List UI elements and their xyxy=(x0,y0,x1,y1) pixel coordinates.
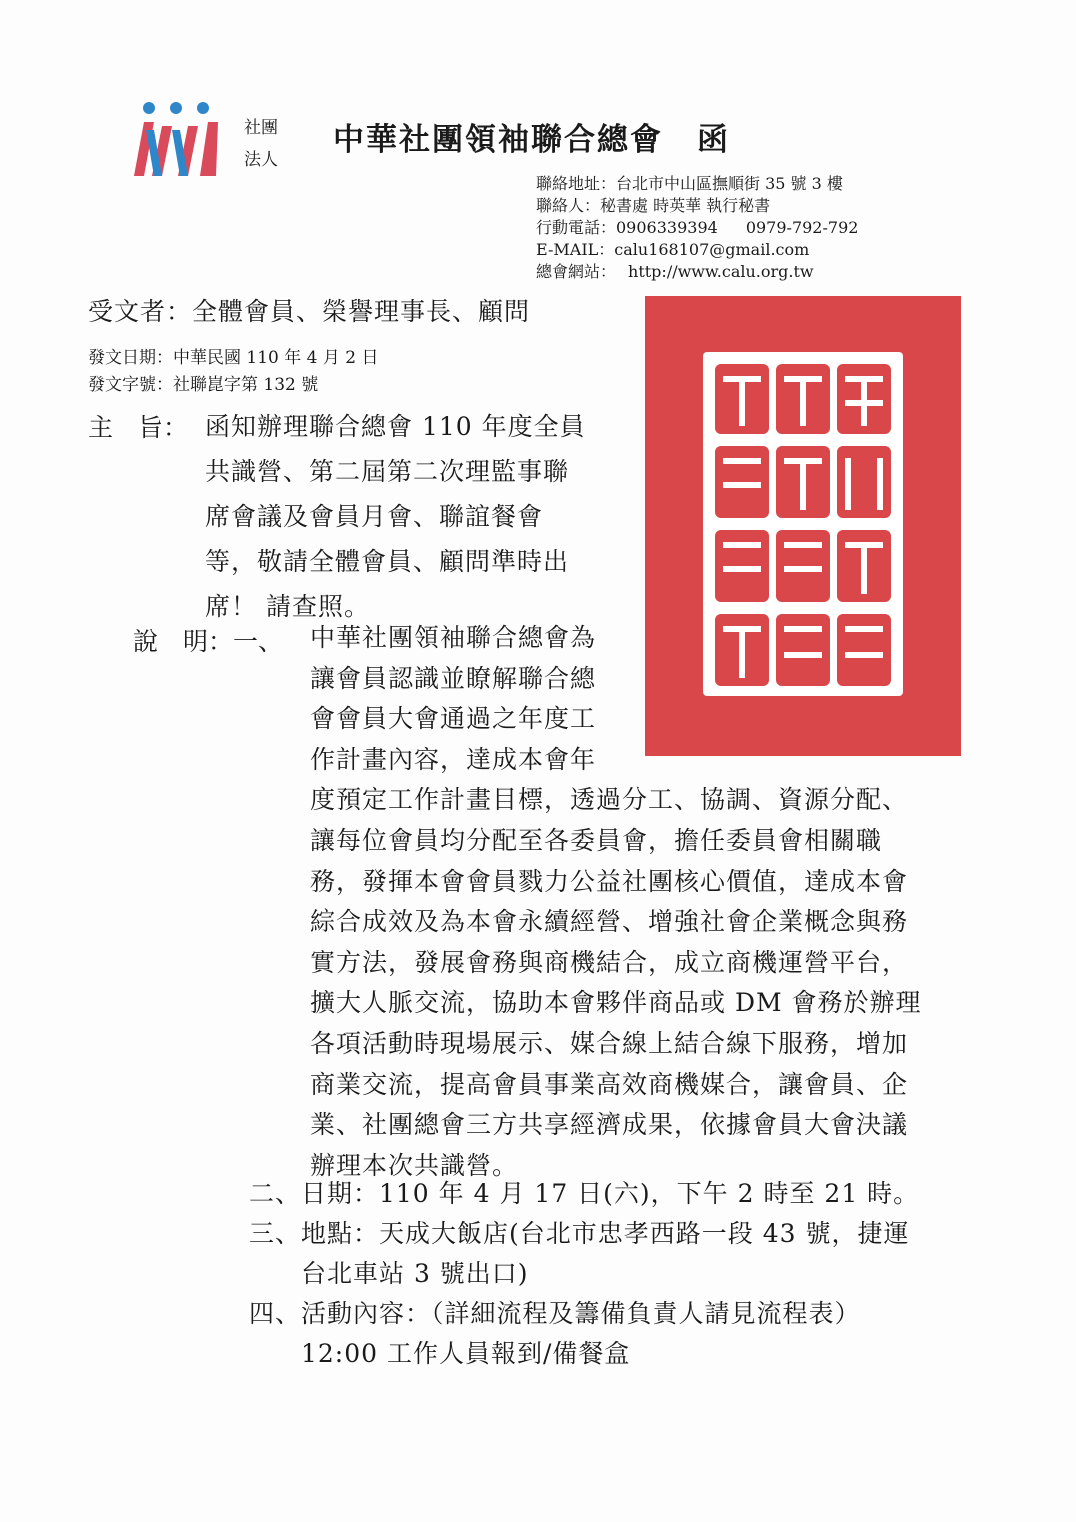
description-item-3: 三、地點：天成大飯店(台北市忠孝西路一段 43 號，捷運 xyxy=(249,1219,910,1248)
item1-line: 擴大人脈交流，協助本會夥伴商品或 DM 會務於辦理 xyxy=(310,988,922,1018)
item1-line: 會會員大會通過之年度工 xyxy=(310,704,597,734)
contact-website: http://www.calu.org.tw xyxy=(628,262,814,281)
description-label: 說 明：一、 xyxy=(133,627,284,656)
item1-line: 實方法，發展會務與商機結合，成立商機運營平台， xyxy=(310,947,909,977)
subject-line: 等，敬請全體會員、顧問準時出 xyxy=(205,547,570,576)
contact-person: 聯絡人：秘書處 時英華 執行秘書 xyxy=(536,196,771,215)
contact-email: E-MAIL：calu168107@gmail.com xyxy=(536,240,810,259)
issue-date: 發文日期：中華民國 110 年 4 月 2 日 xyxy=(88,348,379,368)
contact-phone2: 0979-792-792 xyxy=(745,218,859,237)
contact-phone: 行動電話：0906339394 xyxy=(536,218,718,237)
subject-line: 函知辦理聯合總會 110 年度全員 xyxy=(205,412,586,441)
description-item-4-cont: 12:00 工作人員報到/備餐盒 xyxy=(301,1339,631,1368)
item1-line: 辦理本次共識營。 xyxy=(310,1150,519,1180)
document-number: 發文字號：社聯崑字第 132 號 xyxy=(88,375,319,395)
subject-line: 席！ 請查照。 xyxy=(205,592,370,621)
organization-name: 中華社團領袖聯合總會 xyxy=(333,122,663,158)
description-item-2: 二、日期：110 年 4 月 17 日(六)，下午 2 時至 21 時。 xyxy=(249,1179,920,1208)
description-item-4: 四、活動內容：（詳細流程及籌備負責人請見流程表） xyxy=(249,1299,861,1328)
item1-line: 各項活動時現場展示、媒合線上結合線下服務，增加 xyxy=(310,1028,909,1058)
description-items xyxy=(249,1174,919,1374)
subject-line: 席會議及會員月會、聯誼餐會 xyxy=(205,502,544,531)
item1-line: 讓會員認識並瞭解聯合總 xyxy=(310,663,597,693)
organization-type xyxy=(244,112,304,176)
item1-line: 商業交流，提高會員事業高效商機媒合，讓會員、企 xyxy=(310,1069,909,1099)
item1-line: 業、社團總會三方共享經濟成果，依據會員大會決議 xyxy=(310,1110,909,1140)
recipients: 受文者：全體會員、榮譽理事長、顧問 xyxy=(88,297,531,326)
item1-line: 中華社團領袖聯合總會為 xyxy=(310,623,597,652)
item1-line: 綜合成效及為本會永續經營、增強社會企業概念與務 xyxy=(310,907,909,937)
contact-website-line xyxy=(536,261,858,283)
document-meta xyxy=(88,345,379,399)
contact-website-label: 總會網站： xyxy=(536,262,617,281)
item1-line: 讓每位會員均分配至各委員會，擔任委員會相關職 xyxy=(310,825,883,855)
subject-label: 主 旨： xyxy=(88,413,189,442)
subject-text xyxy=(205,404,625,629)
description-item-1 xyxy=(310,618,980,1186)
letterhead-title xyxy=(333,114,730,159)
item1-line: 度預定工作計畫目標，透過分工、協調、資源分配、 xyxy=(310,785,909,815)
subject-line: 共識營、第二屆第二次理監事聯 xyxy=(205,457,570,486)
description-item-3-cont: 台北車站 3 號出口) xyxy=(301,1259,529,1288)
org-type-line2: 法人 xyxy=(244,150,278,170)
item1-line: 作計畫內容，達成本會年 xyxy=(310,744,597,774)
item1-line: 務，發揮本會會員戮力公益社團核心價值，達成本會 xyxy=(310,866,909,896)
organization-logo-icon xyxy=(130,100,222,182)
contact-block xyxy=(536,173,858,283)
org-type-line1: 社團 xyxy=(244,118,278,138)
document-type: 函 xyxy=(697,122,730,158)
contact-address: 聯絡地址：台北市中山區撫順街 35 號 3 樓 xyxy=(536,174,843,193)
contact-phone-line xyxy=(536,217,858,239)
